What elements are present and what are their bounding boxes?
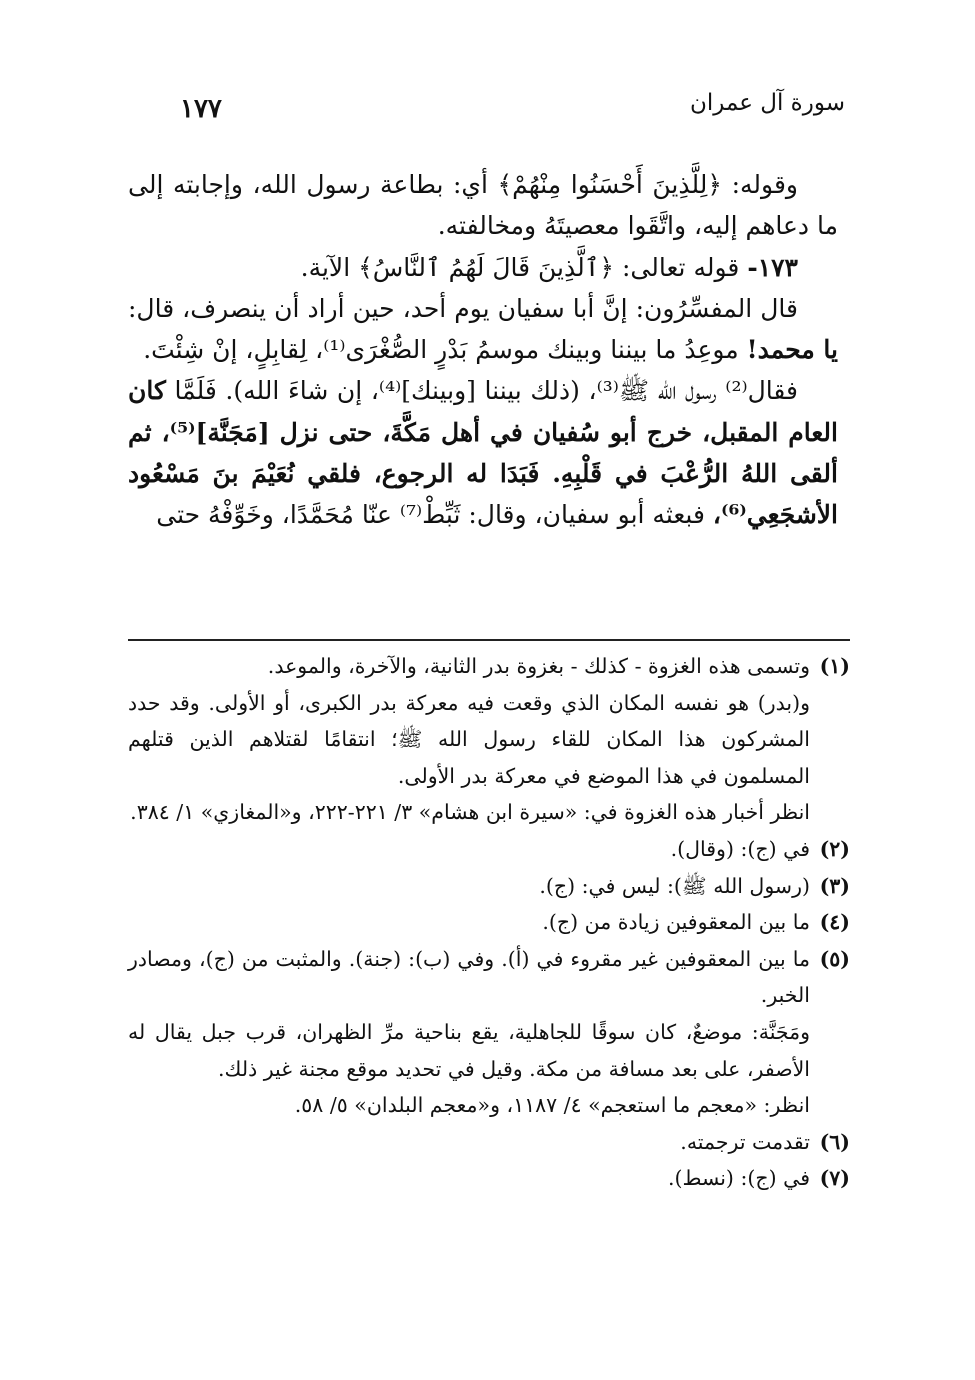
footnote-text — [128, 904, 810, 941]
main-text — [128, 164, 838, 536]
footnote-text — [128, 1160, 810, 1197]
paragraph-4-c: فبعثه أبو سفيان، وقال: ثَبِّطْ⁽⁷⁾ عنّا مُحَمَّدًا، وخَوِّفْهُ حتى — [156, 500, 705, 530]
page-number: ١٧٧ — [180, 94, 222, 124]
paragraph-4-b: كان العام المقبل، خرج أبو سُفيان في أهل مَكَّةَ، حتى نزل [مَجَنَّة]⁽⁵⁾، ثم ألقى اللهُ الرُّعْبَ في قَلْبِهِ. فَبَدَا له الرجوع، فلقي نُعَيْمَ بنَ مَسْعُود الأشجَعِي⁽⁶⁾، — [128, 376, 838, 530]
footnote-line: (رسول الله ﷺ): ليس في: (ج). — [539, 873, 810, 898]
footnote-separator — [128, 639, 850, 641]
footnote-line: في (ج): (نسط). — [667, 1166, 810, 1191]
footnote-number: (٥) — [819, 946, 850, 971]
footnote-text — [128, 868, 810, 905]
footnote-number: (١) — [819, 654, 850, 678]
footnote-number: (٣) — [819, 873, 850, 898]
footnote-5 — [128, 941, 850, 1124]
paragraph-3-c: موعِدُ ما بيننا وبينك موسمُ بَدْرٍ الصُّغْرَى⁽¹⁾، لِقابِلٍ، إنْ شِئْتَ. — [143, 335, 739, 365]
paragraph-4-a: فقال⁽²⁾ رسول الله ﷺ⁽³⁾، (ذلك بيننا [وبينك]⁽⁴⁾، إن شاءَ الله). فَلَمَّا — [174, 376, 798, 406]
footnote-number: (٧) — [819, 1166, 850, 1191]
footnote-text — [128, 831, 810, 868]
footnote-6 — [128, 1124, 850, 1161]
footnote-line: وتسمى هذه الغزوة - كذلك - بغزوة بدر الثانية، والآخرة، والموعد. — [267, 654, 810, 678]
footnote-text — [128, 1124, 810, 1161]
paragraph-3 — [128, 288, 838, 371]
verse-number: ١٧٣- — [747, 252, 798, 282]
paragraph-4 — [128, 370, 838, 535]
footnote-3 — [128, 868, 850, 905]
footnote-text — [128, 941, 810, 1124]
footnote-line: تقدمت ترجمته. — [680, 1129, 810, 1154]
footnote-line: ما بين المعقوفين غير مقروء في (أ). وفي (ب): (جنة). والمثبت من (ج)، ومصادر الخبر. — [128, 946, 810, 1008]
footnote-1 — [128, 648, 850, 831]
footnote-line: انظر: «معجم ما استعجم» ٤/ ١١٨٧، و«معجم البلدان» ٥/ ٥٨. — [294, 1093, 810, 1118]
footnote-2 — [128, 831, 850, 868]
footnote-4 — [128, 904, 850, 941]
footnotes — [128, 648, 850, 1197]
footnote-number: (٤) — [819, 910, 850, 935]
paragraph-3-b: يا محمد! — [746, 335, 838, 365]
footnote-line: في (ج): (وقال). — [670, 836, 810, 861]
paragraph-3-a: قال المفسِّرُون: إنَّ أبا سفيان يوم أحد، حين أراد أن ينصرف، قال: — [128, 293, 798, 323]
footnote-line: و(بدر) هو نفسه المكان الذي وقعت فيه معركة بدر الكبرى، أو الأولى. وقد حدد المشركون هذا المكان للقاء رسول الله ﷺ؛ انتقامًا لقتلاهم الذين قتلهم المسلمون في هذا الموضع في معركة بدر الأولى. — [128, 690, 810, 788]
surah-title: سورة آل عمران — [689, 90, 845, 116]
paragraph-2 — [128, 247, 838, 288]
footnote-7 — [128, 1160, 850, 1197]
footnote-line: انظر أخبار هذه الغزوة في: «سيرة ابن هشام» ٣/ ٢٢١-٢٢٢، و«المغازي» ١/ ٣٨٤. — [130, 800, 810, 825]
page-header — [150, 90, 845, 130]
footnote-number: (٦) — [819, 1129, 850, 1154]
footnote-number: (٢) — [819, 836, 850, 861]
footnote-text — [128, 648, 810, 831]
footnote-line: ومَجَنَّة: موضعٌ، كان سوقًا للجاهلية، يقع بناحية مرِّ الظهران، قرب جبل يقال له الأصفر، على بعد مسافة من مكة. وقيل في تحديد موقع مجنة غير ذلك. — [128, 1019, 810, 1081]
paragraph-2-text: قوله تعالى: ﴿ٱلَّذِينَ قَالَ لَهُمُ ٱلنَّاسُ﴾ الآية. — [300, 252, 740, 282]
footnote-line: ما بين المعقوفين زيادة من (ج). — [542, 910, 810, 935]
paragraph-1: وقوله: ﴿لِلَّذِينَ أَحْسَنُوا مِنْهُمْ﴾ أي: بطاعة رسول الله، وإجابته إلى ما دعاهم إليه، واتَّقَوا معصيتَهُ ومخالفته. — [128, 170, 838, 241]
